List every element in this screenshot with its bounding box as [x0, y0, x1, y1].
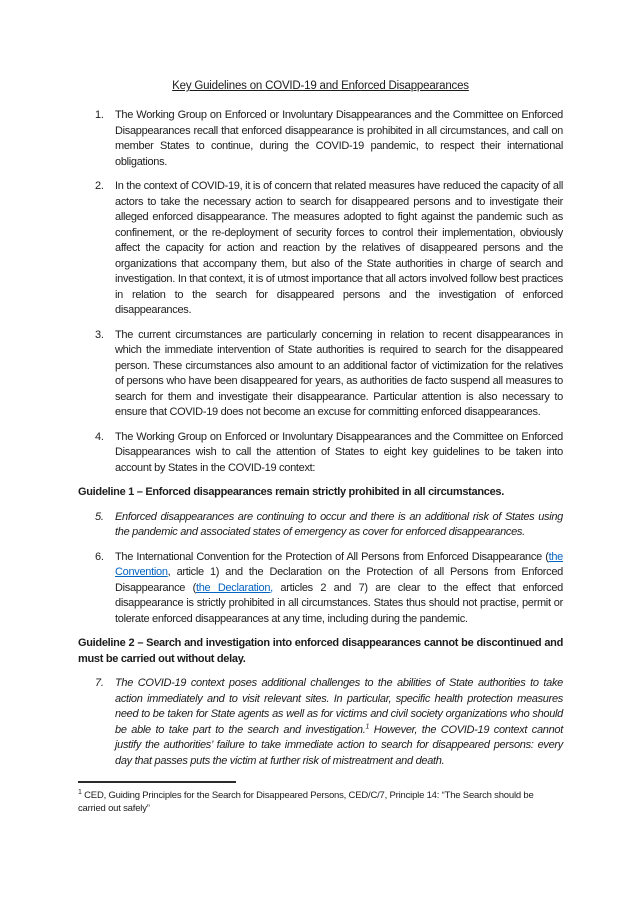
paragraph-7-seg2: However, the COVID-19 context cannot justify the authorities’ failure to take immediate action to search for disappeared persons: every day that passes puts the victim at further risk of mistreatment and death.: [115, 723, 563, 767]
paragraph-6-text: [115, 550, 563, 628]
list-item-3: [78, 328, 563, 421]
footnote-number: 1: [78, 788, 82, 796]
list-item-6: [78, 550, 563, 628]
paragraph-3-text: The current circumstances are particularly concerning in relation to recent disappearances in which the immediate intervention of State authorities is required to search for the disappeared person. These circumstances also amount to an additional factor of victimization for the relatives of persons who have been disappeared for years, as authorities de facto suspend all measures to search for them and investigate their disappearance. Particular attention is also necessary to ensure that COVID-19 does not become an excuse for committing enforced disappearances.: [115, 328, 563, 418]
footnote-text: CED, Guiding Principles for the Search for Disappeared Persons, CED/C/7, Principle 14: “The Search should be carried out safely”: [78, 790, 534, 814]
footnote-reference-marker: 1: [365, 722, 370, 730]
declaration-link[interactable]: the Declaration,: [195, 581, 273, 594]
list-number-3: 3.: [95, 328, 104, 341]
paragraph-7-seg1: The COVID-19 context poses additional challenges to the abilities of State authorities to take action immediately and to visit relevant sites. In particular, specific health protection measures need to be taken for State agents as well as for victims and civil society organizations who should be able to take part to the search and investigation.: [115, 677, 563, 736]
list-number-6: 6.: [95, 550, 104, 563]
list-item-1: [78, 108, 563, 170]
paragraph-5-text: Enforced disappearances are continuing to occur and there is an additional risk of States using the pandemic and associated states of emergency as cover for enforced disappearances.: [115, 510, 563, 538]
list-number-2: 2.: [95, 180, 104, 192]
list-number-1: 1.: [95, 109, 104, 121]
list-item-5: [78, 510, 563, 541]
footnote: [78, 789, 548, 815]
paragraph-1-text: The Working Group on Enforced or Involuntary Disappearances and the Committee on Enforced Disappearances recall that enforced disappearance is prohibited in all circumstances, and call on member States to continue, during the COVID-19 pandemic, to respect their international obligations.: [115, 109, 563, 168]
page-title: Key Guidelines on COVID-19 and Enforced Disappearances: [172, 80, 469, 92]
convention-link[interactable]: the Convention: [115, 550, 563, 578]
list-item-2: [78, 179, 563, 319]
guideline-1-heading: Guideline 1 – Enforced disappearances remain strictly prohibited in all circumstances.: [78, 486, 504, 498]
paragraph-6-seg3: articles 2 and 7) are clear to the effect that enforced disappearance is strictly prohibited in all circumstances. States thus should not practise, permit or tolerate enforced disappearances at any time, including during the pandemic.: [115, 581, 563, 625]
paragraph-4-text: The Working Group on Enforced or Involuntary Disappearances and the Committee on Enforced Disappearances wish to call the attention of States to eight key guidelines to be taken into account by States in the COVID-19 context:: [115, 430, 563, 474]
list-number-4: 4.: [95, 430, 104, 443]
paragraph-6-seg1: The International Convention for the Protection of All Persons from Enforced Disappearance (: [115, 550, 549, 563]
list-item-4: [78, 430, 563, 477]
footnote-separator: [78, 781, 236, 783]
guideline-2-heading: Guideline 2 – Search and investigation into enforced disappearances cannot be discontinued and must be carried out without delay.: [78, 637, 563, 665]
paragraph-2-text: In the context of COVID-19, it is of concern that related measures have reduced the capacity of all actors to take the necessary action to search for disappeared persons and to investigate their alleged enforced disappearance. The measures adopted to fight against the pandemic such as confinement, or the re-deployment of security forces to control their implementation, obviously affect the capacity for action and reaction by the relatives of disappeared persons and the organizations that accompany them, but also of the State authorities in charge of search and investigation. In that context, it is of utmost importance that all actors involved follow best practices in relation to the search for disappeared persons and the investigation of enforced disappearances.: [115, 180, 563, 316]
paragraph-7-text: [115, 676, 563, 769]
paragraph-6-seg2: , article 1) and the Declaration on the Protection of all Persons from Enforced Disappearance (: [115, 566, 563, 594]
footnote-area: [78, 781, 563, 815]
list-number-5: 5.: [95, 510, 104, 523]
list-item-7: [78, 676, 563, 769]
list-number-7: 7.: [95, 677, 104, 689]
